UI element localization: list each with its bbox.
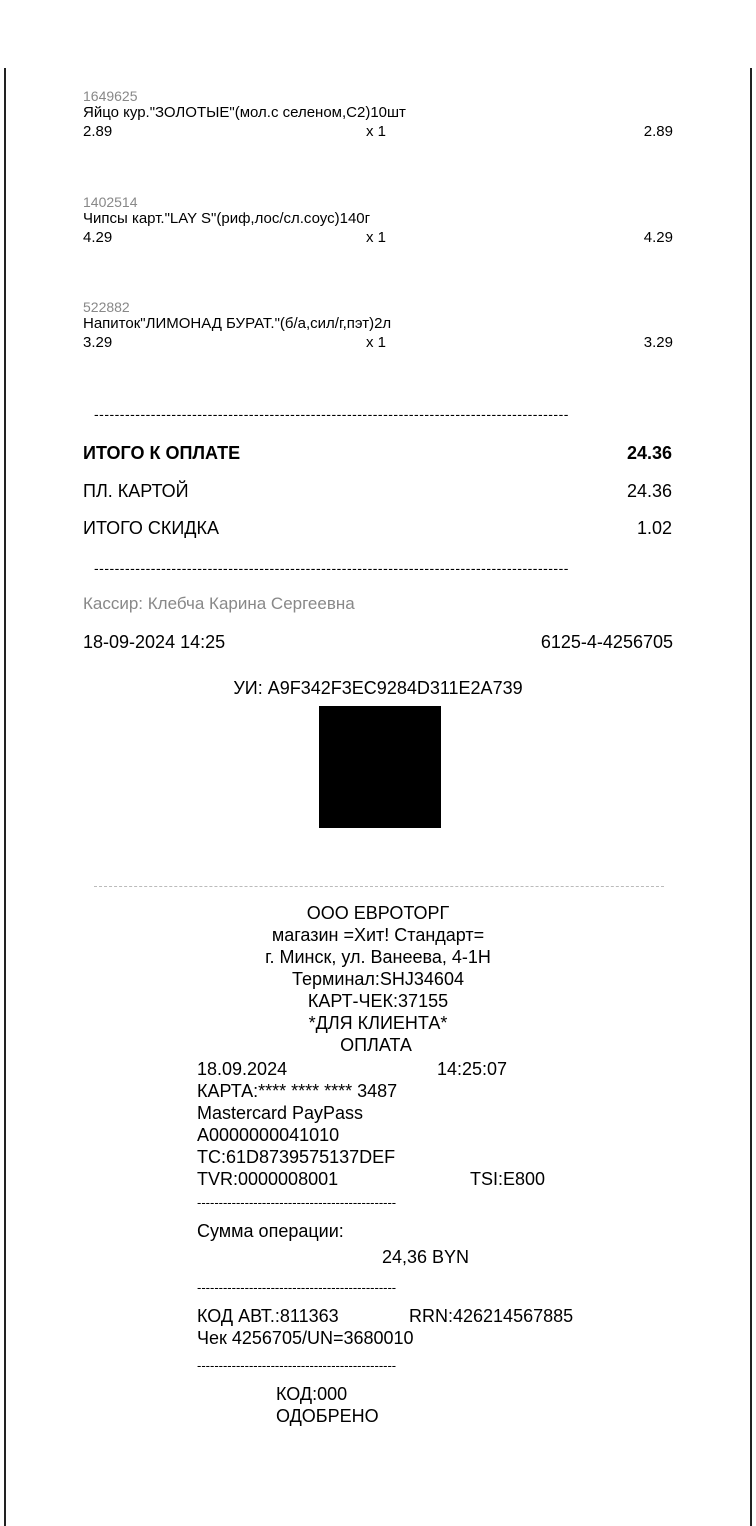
list-item [83,88,673,142]
item-price: 3.29 [83,334,113,351]
slip-status: ОДОБРЕНО [276,1406,379,1426]
slip-payment: ОПЛАТА [340,1035,412,1055]
item-name: Чипсы карт."LAY S"(риф,лос/сл.соус)140г [83,210,371,227]
check-number: 6125-4-4256705 [540,632,673,652]
slip-store: магазин =Хит! Стандарт= [271,925,485,945]
item-code: 522882 [83,299,130,315]
separator-line: -------------------------------------------------------------------------------------------- [94,407,569,421]
receipt-left-border [4,68,6,1526]
item-sum: 3.29 [643,334,673,351]
slip-separator: ---------------------------------------------- [197,1196,397,1209]
card-payment-value: 24.36 [626,481,672,501]
receipt-datetime: 18-09-2024 14:25 [83,632,226,652]
item-qty: x 1 [366,229,387,246]
slip-company: ООО ЕВРОТОРГ [306,903,450,923]
slip-tc: TC:61D8739575137DEF [197,1147,396,1167]
total-due-label: ИТОГО К ОПЛАТЕ [83,443,241,463]
total-due-value: 24.36 [626,443,672,463]
slip-aid: A0000000041010 [197,1125,340,1145]
slip-terminal: Терминал:SHJ34604 [292,969,464,989]
qr-code [319,706,441,828]
slip-time: 14:25:07 [437,1059,508,1079]
slip-address: г. Минск, ул. Ванеева, 4-1Н [265,947,491,967]
item-qty: x 1 [366,123,387,140]
total-due-row [83,441,672,465]
slip-for-client: *ДЛЯ КЛИЕНТА* [308,1013,448,1033]
slip-separator: ---------------------------------------------- [197,1281,397,1294]
slip-tsi: TSI:E800 [470,1169,546,1189]
card-payment-row [83,479,672,503]
slip-auth-code: КОД АВТ.:811363 [197,1306,339,1326]
item-name: Яйцо кур."ЗОЛОТЫЕ"(мол.с селеном,С2)10шт [83,104,406,121]
item-qty: x 1 [366,334,387,351]
discount-label: ИТОГО СКИДКА [83,518,219,538]
item-price: 2.89 [83,123,113,140]
separator-line-light [94,886,664,887]
slip-date: 18.09.2024 [197,1059,288,1079]
slip-card-type: Mastercard PayPass [197,1103,364,1123]
slip-check: Чек 4256705/UN=3680010 [197,1328,414,1348]
slip-separator: ---------------------------------------------- [197,1359,397,1372]
item-sum: 4.29 [643,229,673,246]
discount-row [83,516,672,540]
item-name: Напиток"ЛИМОНАД БУРАТ."(б/а,сил/г,пэт)2л [83,315,392,332]
card-payment-label: ПЛ. КАРТОЙ [83,481,189,501]
slip-rrn: RRN:426214567885 [409,1306,574,1326]
separator-line: -------------------------------------------------------------------------------------------- [94,561,569,575]
item-price: 4.29 [83,229,113,246]
slip-card-check: КАРТ-ЧЕК:37155 [307,991,449,1011]
item-code: 1649625 [83,88,138,104]
list-item [83,194,673,248]
item-code: 1402514 [83,194,138,210]
item-sum: 2.89 [643,123,673,140]
slip-amount-value: 24,36 BYN [382,1247,470,1267]
unique-id: УИ: A9F342F3EC9284D311E2A739 [233,678,523,698]
list-item [83,299,673,353]
slip-amount-label: Сумма операции: [197,1221,344,1241]
slip-code: КОД:000 [276,1384,348,1404]
slip-tvr: TVR:0000008001 [197,1169,339,1189]
slip-card-number: КАРТА:**** **** **** 3487 [197,1081,398,1101]
receipt-right-border [750,68,752,1526]
cashier-name: Кассир: Клебча Карина Сергеевна [83,594,355,613]
discount-value: 1.02 [636,518,672,538]
